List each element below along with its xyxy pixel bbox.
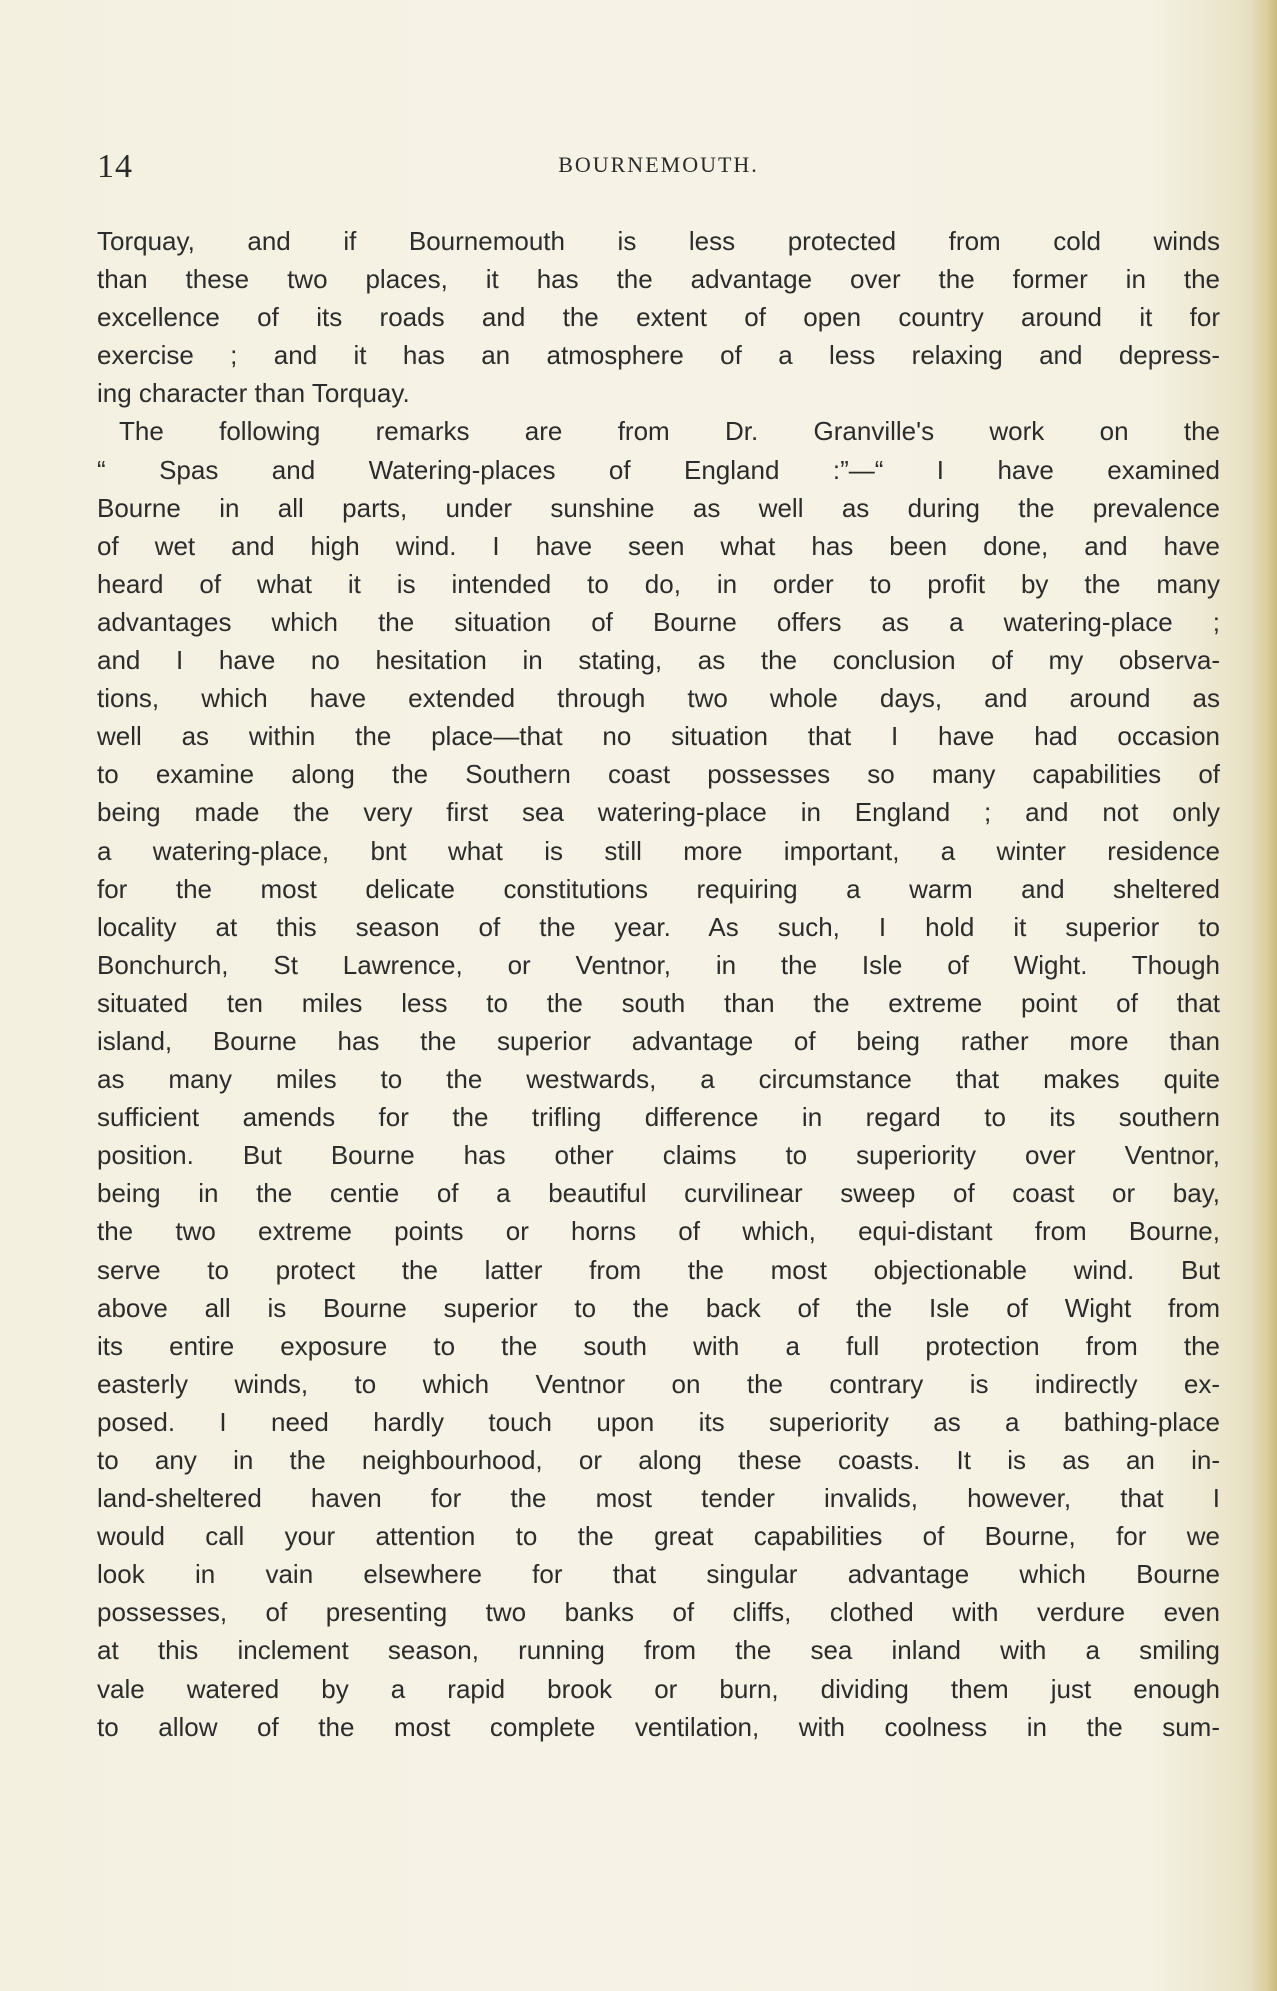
- text-line: vale watered by a rapid brook or burn, dividing them just enough: [97, 1673, 1220, 1704]
- text-line: as many miles to the westwards, a circumstance that makes quite: [97, 1064, 1220, 1095]
- running-head: BOURNEMOUTH.: [558, 152, 759, 177]
- text-line: its entire exposure to the south with a full protection from the: [97, 1330, 1220, 1361]
- text-line: posed. I need hardly touch upon its superiority as a bathing-place: [97, 1406, 1220, 1437]
- text-line: heard of what it is intended to do, in order to profit by the many: [97, 568, 1220, 599]
- text-line: being in the centie of a beautiful curvilinear sweep of coast or bay,: [97, 1178, 1220, 1209]
- text-line: would call your attention to the great capabilities of Bourne, for we: [97, 1521, 1220, 1552]
- text-line: look in vain elsewhere for that singular advantage which Bourne: [97, 1559, 1220, 1590]
- text-line: tions, which have extended through two whole days, and around as: [97, 683, 1220, 714]
- text-line: a watering-place, bnt what is still more important, a winter residence: [97, 835, 1220, 866]
- text-line: situated ten miles less to the south than the extreme point of that: [97, 987, 1220, 1018]
- text-line: Torquay, and if Bournemouth is less protected from cold winds: [97, 226, 1220, 256]
- text-line: to allow of the most complete ventilation, with coolness in the sum-: [97, 1711, 1220, 1742]
- text-line: The following remarks are from Dr. Granville's work on the: [119, 416, 1220, 447]
- text-line: land-sheltered haven for the most tender invalids, however, that I: [97, 1483, 1220, 1514]
- text-line: “ Spas and Watering-places of England :”—“ I have examined: [97, 454, 1220, 485]
- text-line: being made the very first sea watering-place in England ; and not only: [97, 797, 1220, 828]
- page-edge-shadow: [1251, 0, 1277, 1991]
- text-line: sufficient amends for the trifling difference in regard to its southern: [97, 1102, 1220, 1133]
- text-line: of wet and high wind. I have seen what has been done, and have: [97, 530, 1220, 561]
- text-line: to any in the neighbourhood, or along these coasts. It is as an in-: [97, 1445, 1220, 1475]
- text-line: for the most delicate constitutions requiring a warm and sheltered: [97, 873, 1220, 904]
- text-line: Bourne in all parts, under sunshine as well as during the prevalence: [97, 492, 1220, 523]
- body-text: [97, 222, 1220, 1746]
- text-line: possesses, of presenting two banks of cliffs, clothed with verdure even: [97, 1597, 1220, 1628]
- text-line: above all is Bourne superior to the back of the Isle of Wight from: [97, 1292, 1220, 1323]
- text-line: at this inclement season, running from the sea inland with a smiling: [97, 1635, 1220, 1666]
- text-line: and I have no hesitation in stating, as the conclusion of my observa-: [97, 645, 1220, 676]
- text-line: than these two places, it has the advantage over the former in the: [97, 264, 1220, 295]
- text-line: Bonchurch, St Lawrence, or Ventnor, in the Isle of Wight. Though: [97, 949, 1220, 980]
- text-line: well as within the place—that no situation that I have had occasion: [97, 721, 1220, 752]
- text-line: excellence of its roads and the extent of open country around it for: [97, 302, 1220, 333]
- text-line: locality at this season of the year. As such, I hold it superior to: [97, 911, 1220, 942]
- text-line: serve to protect the latter from the most objectionable wind. But: [97, 1254, 1220, 1285]
- text-line: easterly winds, to which Ventnor on the contrary is indirectly ex-: [97, 1368, 1220, 1399]
- page-header: [97, 148, 1220, 188]
- text-line: ing character than Torquay.: [97, 378, 410, 409]
- text-line: advantages which the situation of Bourne offers as a watering-place ;: [97, 606, 1220, 637]
- text-line: position. But Bourne has other claims to superiority over Ventnor,: [97, 1140, 1220, 1171]
- text-line: island, Bourne has the superior advantage of being rather more than: [97, 1025, 1220, 1056]
- text-line: the two extreme points or horns of which, equi-distant from Bourne,: [97, 1216, 1220, 1247]
- text-line: to examine along the Southern coast possesses so many capabilities of: [97, 759, 1220, 790]
- text-line: exercise ; and it has an atmosphere of a less relaxing and depress-: [97, 340, 1220, 371]
- page-number: 14: [97, 148, 133, 185]
